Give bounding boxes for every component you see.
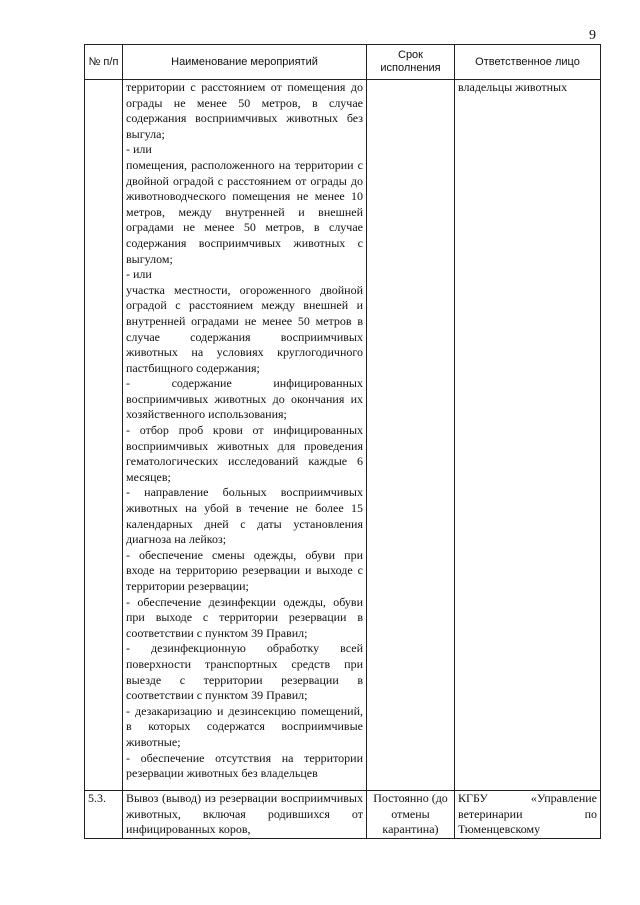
header-responsible: Ответственное лицо bbox=[455, 45, 601, 80]
measure-paragraph: - направление больных восприимчивых животных на убой в течение не более 15 календарных дней с даты установления диагноза на лейкоз; bbox=[126, 485, 363, 547]
measure-paragraph: территории с расстоянием от помещения до ограды не менее 50 метров, в случае содержания восприимчивых животных без выгула; bbox=[126, 80, 363, 141]
cell-num: 5.3. bbox=[85, 791, 123, 839]
header-name: Наименование мероприятий bbox=[123, 45, 367, 80]
header-num: № п/п bbox=[85, 45, 123, 80]
page-number: 9 bbox=[589, 28, 596, 43]
measure-paragraph: - дезинфекционную обработку всей поверхности транспортных средств при выезде с территории резервации в соответствии с пунктом 39 Правил; bbox=[126, 641, 363, 703]
cell-term: Постоянно (до отмены карантина) bbox=[367, 791, 455, 839]
measure-paragraph: помещения, расположенного на территории с двойной оградой с расстоянием от ограды до животноводческого помещения не менее 10 метров, между внутренней и внешней оградами не менее 50 метров, в случае содержания восприимчивых животных с выгулом; bbox=[126, 157, 363, 266]
table-row bbox=[85, 80, 601, 791]
cell-name: Вывоз (вывод) из резервации восприимчивых животных, включая родившихся от инфицированных коров, bbox=[123, 791, 367, 839]
measure-paragraph: - содержание инфицированных восприимчивых животных до окончания их хозяйственного использования; bbox=[126, 376, 363, 422]
measure-paragraph: - отбор проб крови от инфицированных восприимчивых животных для проведения гематологических исследований каждые 6 месяцев; bbox=[126, 423, 363, 484]
measure-paragraph: - дезакаризацию и дезинсекцию помещений, в которых содержатся восприимчивые животные; bbox=[126, 703, 363, 749]
cell-responsible: КГБУ «Управление ветеринарии по Тюменцевскому bbox=[455, 791, 601, 839]
measure-paragraph: - обеспечение смены одежды, обуви при входе на территорию резервации и выходе с территории резервации; bbox=[126, 547, 363, 593]
cell-num bbox=[85, 80, 123, 791]
header-term: Срок исполнения bbox=[367, 45, 455, 80]
table-header-row bbox=[85, 45, 601, 80]
measure-paragraph: - или bbox=[126, 142, 152, 157]
measure-paragraph: - или bbox=[126, 267, 152, 282]
measure-paragraph: - обеспечение отсутствия на территории резервации животных без владельцев bbox=[126, 750, 363, 781]
cell-name bbox=[123, 80, 367, 791]
measure-paragraph: - обеспечение дезинфекции одежды, обуви при выходе с территории резервации в соответствии с пунктом 39 Правил; bbox=[126, 594, 363, 640]
measure-paragraph: участка местности, огороженного двойной оградой с расстоянием между внешней и внутренней оградами не менее 50 метров в случае содержания восприимчивых животных на условиях круглогодичного пастбищного содержания; bbox=[126, 282, 363, 375]
cell-responsible: владельцы животных bbox=[455, 80, 601, 791]
cell-term bbox=[367, 80, 455, 791]
table-row bbox=[85, 791, 601, 839]
measures-table bbox=[84, 44, 601, 839]
